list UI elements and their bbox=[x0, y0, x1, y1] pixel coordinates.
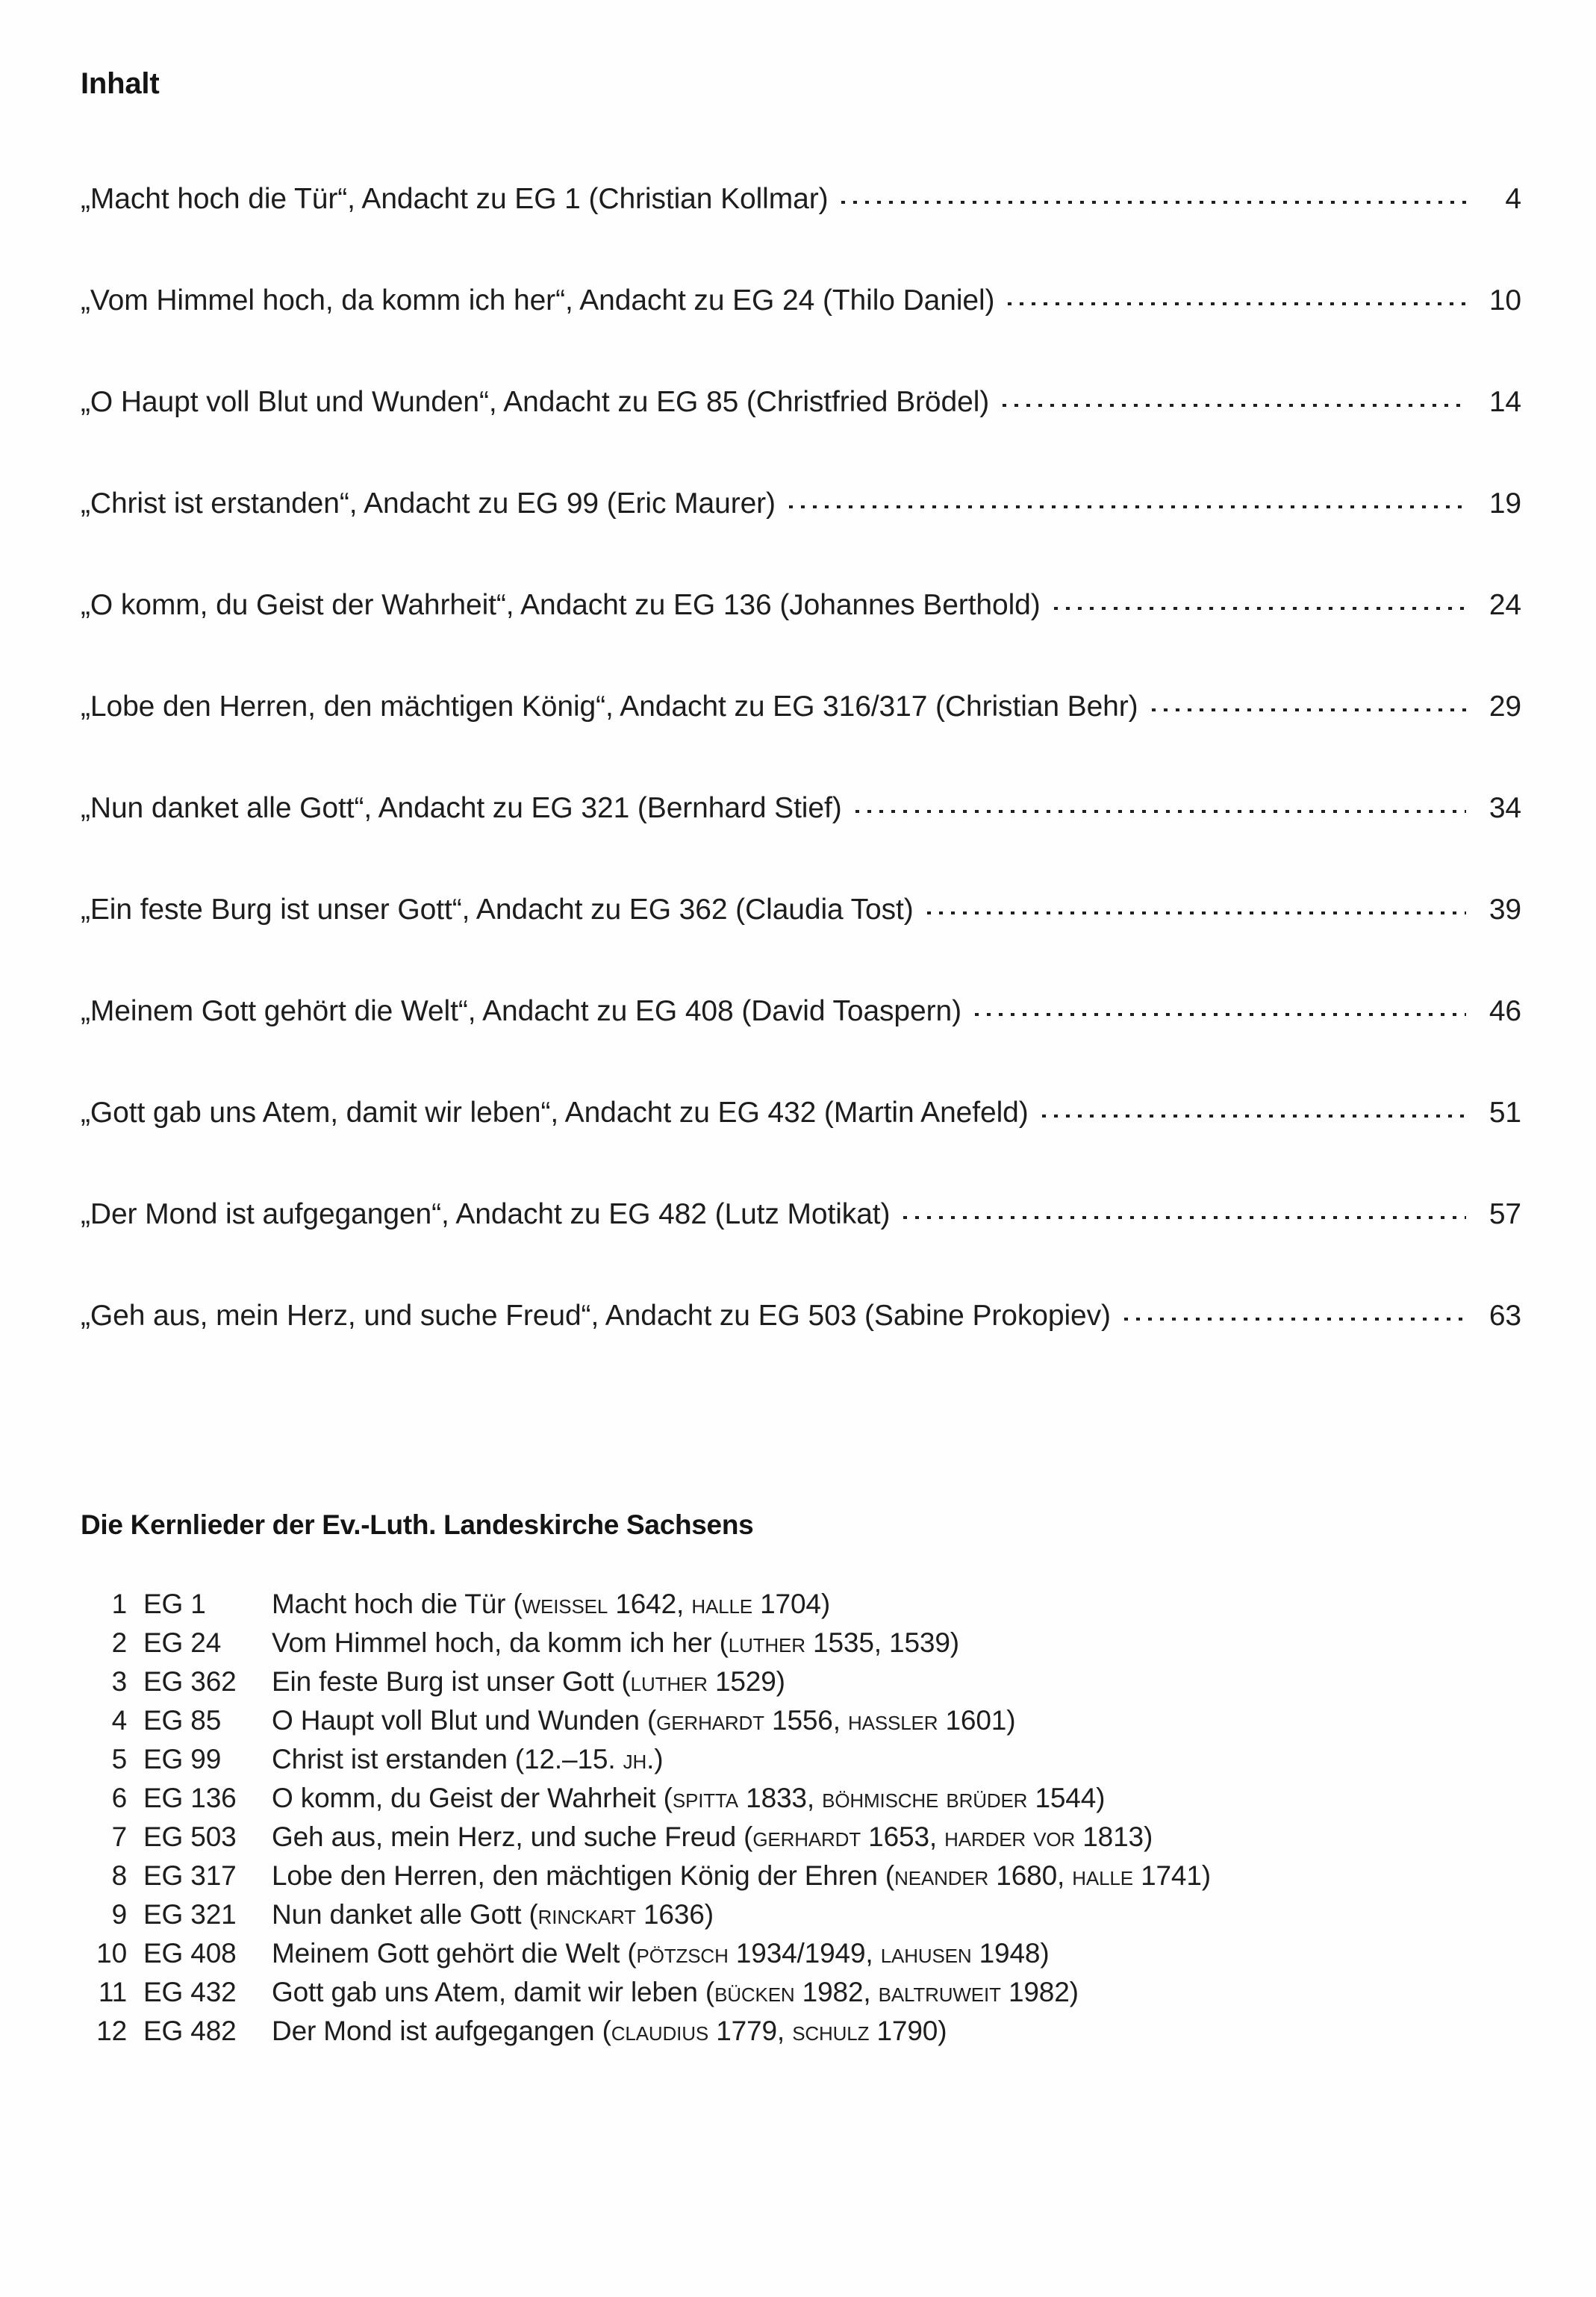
author-name-smallcaps: neander bbox=[894, 1860, 989, 1891]
kernlieder-row bbox=[81, 1627, 1559, 1666]
kernlieder-index: 1 bbox=[111, 1589, 127, 1619]
kernlieder-title: Vom Himmel hoch, da komm ich her (luther 1535, 1539) bbox=[272, 1627, 959, 1658]
author-name-smallcaps: halle bbox=[1072, 1860, 1133, 1891]
kernlieder-eg-number: EG 1 bbox=[143, 1589, 206, 1619]
author-name-smallcaps: schulz bbox=[792, 2016, 870, 2046]
kernlieder-index: 3 bbox=[111, 1666, 127, 1697]
kernlieder-title: Gott gab uns Atem, damit wir leben (bücken 1982, baltruweit 1982) bbox=[272, 1977, 1079, 2007]
toc-entry[interactable] bbox=[81, 991, 1521, 1044]
toc-entry[interactable] bbox=[81, 179, 1521, 231]
kernlieder-eg-number: EG 362 bbox=[143, 1666, 237, 1697]
author-name-smallcaps: halle bbox=[691, 1589, 752, 1619]
page-title: Inhalt bbox=[81, 67, 160, 100]
author-name-smallcaps: baltruweit bbox=[878, 1977, 1001, 2007]
toc-leader-dots bbox=[1118, 1296, 1469, 1325]
toc-entry[interactable] bbox=[81, 1093, 1521, 1145]
toc-leader-dots bbox=[783, 484, 1469, 513]
toc-entry-title: „Nun danket alle Gott“, Andacht zu EG 321 (Bernhard Stief) bbox=[81, 792, 842, 824]
toc-entry-title: „O komm, du Geist der Wahrheit“, Andacht zu EG 136 (Johannes Berthold) bbox=[81, 589, 1041, 621]
kernlieder-eg-number: EG 317 bbox=[143, 1860, 237, 1891]
toc-entry-page-number: 4 bbox=[1505, 183, 1521, 215]
toc-leader-dots bbox=[1048, 585, 1469, 614]
kernlieder-eg-number: EG 136 bbox=[143, 1783, 237, 1813]
kernlieder-title: Geh aus, mein Herz, und suche Freud (gerhardt 1653, harder vor 1813) bbox=[272, 1821, 1153, 1852]
kernlieder-row bbox=[81, 1899, 1559, 1938]
toc-entry-title: „Meinem Gott gehört die Welt“, Andacht zu EG 408 (David Toaspern) bbox=[81, 995, 961, 1027]
toc-entry-page-number: 14 bbox=[1489, 386, 1521, 418]
kernlieder-index: 9 bbox=[111, 1899, 127, 1930]
toc-leader-dots bbox=[997, 382, 1469, 411]
kernlieder-row bbox=[81, 1938, 1559, 1977]
kernlieder-index: 7 bbox=[111, 1821, 127, 1852]
toc-entry-title: „Gott gab uns Atem, damit wir leben“, Andacht zu EG 432 (Martin Anefeld) bbox=[81, 1097, 1029, 1129]
toc-leader-dots bbox=[850, 788, 1469, 817]
toc-entry-page-number: 29 bbox=[1489, 691, 1521, 723]
author-name-smallcaps: luther bbox=[630, 1666, 708, 1697]
kernlieder-eg-number: EG 24 bbox=[143, 1627, 222, 1658]
kernlieder-title: O komm, du Geist der Wahrheit (spitta 1833, böhmische brüder 1544) bbox=[272, 1783, 1106, 1813]
toc-entry-page-number: 63 bbox=[1489, 1300, 1521, 1332]
kernlieder-row bbox=[81, 1783, 1559, 1821]
author-name-smallcaps: hassler bbox=[848, 1705, 938, 1736]
author-name-smallcaps: lahusen bbox=[880, 1938, 972, 1969]
kernlieder-row bbox=[81, 2016, 1559, 2054]
toc-entry-page-number: 24 bbox=[1489, 589, 1521, 621]
author-name-smallcaps: claudius bbox=[611, 2016, 709, 2046]
author-name-smallcaps: gerhardt bbox=[752, 1821, 861, 1852]
toc-entry-page-number: 10 bbox=[1489, 284, 1521, 317]
author-name-smallcaps: böhmische bbox=[822, 1783, 939, 1813]
toc-entry[interactable] bbox=[81, 281, 1521, 333]
toc-entry-title: „Geh aus, mein Herz, und suche Freud“, Andacht zu EG 503 (Sabine Prokopiev) bbox=[81, 1300, 1111, 1332]
kernlieder-index: 2 bbox=[111, 1627, 127, 1658]
kernlieder-eg-number: EG 503 bbox=[143, 1821, 237, 1852]
kernlieder-row bbox=[81, 1977, 1559, 2016]
toc-leader-dots bbox=[897, 1194, 1469, 1224]
kernlieder-index: 11 bbox=[98, 1977, 127, 2007]
toc-entry-page-number: 46 bbox=[1489, 995, 1521, 1027]
toc-leader-dots bbox=[835, 179, 1469, 208]
toc-entry-title: „Christ ist erstanden“, Andacht zu EG 99 (Eric Maurer) bbox=[81, 487, 776, 520]
toc-entry-page-number: 34 bbox=[1489, 792, 1521, 824]
kernlieder-row bbox=[81, 1589, 1559, 1627]
kernlieder-eg-number: EG 432 bbox=[143, 1977, 237, 2007]
kernlieder-title: Christ ist erstanden (12.–15. jh.) bbox=[272, 1744, 664, 1774]
kernlieder-eg-number: EG 408 bbox=[143, 1938, 237, 1969]
kernlieder-index: 10 bbox=[96, 1938, 127, 1969]
kernlieder-title: Ein feste Burg ist unser Gott (luther 1529) bbox=[272, 1666, 785, 1697]
toc-leader-dots bbox=[969, 991, 1469, 1020]
toc-leader-dots bbox=[1036, 1093, 1469, 1122]
kernlieder-eg-number: EG 85 bbox=[143, 1705, 222, 1736]
kernlieder-title: Nun danket alle Gott (rinckart 1636) bbox=[272, 1899, 714, 1930]
kernlieder-row bbox=[81, 1744, 1559, 1783]
kernlieder-eg-number: EG 482 bbox=[143, 2016, 237, 2046]
kernlieder-title: Der Mond ist aufgegangen (claudius 1779, schulz 1790) bbox=[272, 2016, 947, 2046]
kernlieder-title: Lobe den Herren, den mächtigen König der Ehren (neander 1680, halle 1741) bbox=[272, 1860, 1211, 1891]
toc-entry[interactable] bbox=[81, 484, 1521, 536]
author-name-smallcaps: vor bbox=[1033, 1821, 1076, 1852]
author-name-smallcaps: pötzsch bbox=[636, 1938, 729, 1969]
toc-entry-title: „Lobe den Herren, den mächtigen König“, Andacht zu EG 316/317 (Christian Behr) bbox=[81, 691, 1138, 723]
author-name-smallcaps: rinckart bbox=[537, 1899, 636, 1930]
author-name-smallcaps: luther bbox=[728, 1627, 805, 1658]
kernlieder-index: 12 bbox=[96, 2016, 127, 2046]
author-name-smallcaps: jh. bbox=[623, 1744, 655, 1774]
toc-entry-page-number: 51 bbox=[1489, 1097, 1521, 1129]
toc-leader-dots bbox=[921, 890, 1469, 919]
author-name-smallcaps: spitta bbox=[672, 1783, 738, 1813]
kernlieder-title: Meinem Gott gehört die Welt (pötzsch 1934/1949, lahusen 1948) bbox=[272, 1938, 1050, 1969]
kernlieder-heading: Die Kernlieder der Ev.-Luth. Landeskirche Sachsens bbox=[81, 1509, 754, 1540]
toc-entry-page-number: 19 bbox=[1489, 487, 1521, 520]
kernlieder-row bbox=[81, 1860, 1559, 1899]
kernlieder-row bbox=[81, 1821, 1559, 1860]
toc-entry[interactable] bbox=[81, 687, 1521, 739]
author-name-smallcaps: harder bbox=[944, 1821, 1026, 1852]
kernlieder-title: O Haupt voll Blut und Wunden (gerhardt 1556, hassler 1601) bbox=[272, 1705, 1016, 1736]
toc-entry-title: „Ein feste Burg ist unser Gott“, Andacht zu EG 362 (Claudia Tost) bbox=[81, 894, 914, 926]
toc-entry-title: „Der Mond ist aufgegangen“, Andacht zu EG 482 (Lutz Motikat) bbox=[81, 1198, 891, 1230]
table-of-contents bbox=[81, 179, 1521, 1397]
toc-leader-dots bbox=[1146, 687, 1469, 716]
kernlieder-index: 4 bbox=[111, 1705, 127, 1736]
kernlieder-index: 8 bbox=[111, 1860, 127, 1891]
kernlieder-index: 5 bbox=[111, 1744, 127, 1774]
kernlieder-eg-number: EG 321 bbox=[143, 1899, 237, 1930]
toc-entry-title: „Vom Himmel hoch, da komm ich her“, Andacht zu EG 24 (Thilo Daniel) bbox=[81, 284, 995, 317]
kernlieder-row bbox=[81, 1666, 1559, 1705]
toc-leader-dots bbox=[1002, 281, 1469, 310]
toc-entry[interactable] bbox=[81, 890, 1521, 942]
author-name-smallcaps: bücken bbox=[714, 1977, 795, 2007]
toc-entry-title: „O Haupt voll Blut und Wunden“, Andacht zu EG 85 (Christfried Brödel) bbox=[81, 386, 990, 418]
kernlieder-eg-number: EG 99 bbox=[143, 1744, 222, 1774]
toc-entry-page-number: 39 bbox=[1489, 894, 1521, 926]
toc-entry[interactable] bbox=[81, 382, 1521, 434]
toc-entry-page-number: 57 bbox=[1489, 1198, 1521, 1230]
kernlieder-list bbox=[81, 1589, 1559, 2054]
author-name-smallcaps: gerhardt bbox=[656, 1705, 764, 1736]
toc-entry[interactable] bbox=[81, 585, 1521, 638]
author-name-smallcaps: weissel bbox=[522, 1589, 608, 1619]
toc-entry[interactable] bbox=[81, 1194, 1521, 1247]
kernlieder-index: 6 bbox=[111, 1783, 127, 1813]
author-name-smallcaps: brüder bbox=[946, 1783, 1028, 1813]
kernlieder-title: Macht hoch die Tür (weissel 1642, halle 1704) bbox=[272, 1589, 830, 1619]
toc-entry-title: „Macht hoch die Tür“, Andacht zu EG 1 (Christian Kollmar) bbox=[81, 183, 829, 215]
kernlieder-row bbox=[81, 1705, 1559, 1744]
toc-entry[interactable] bbox=[81, 1296, 1521, 1348]
toc-entry[interactable] bbox=[81, 788, 1521, 841]
